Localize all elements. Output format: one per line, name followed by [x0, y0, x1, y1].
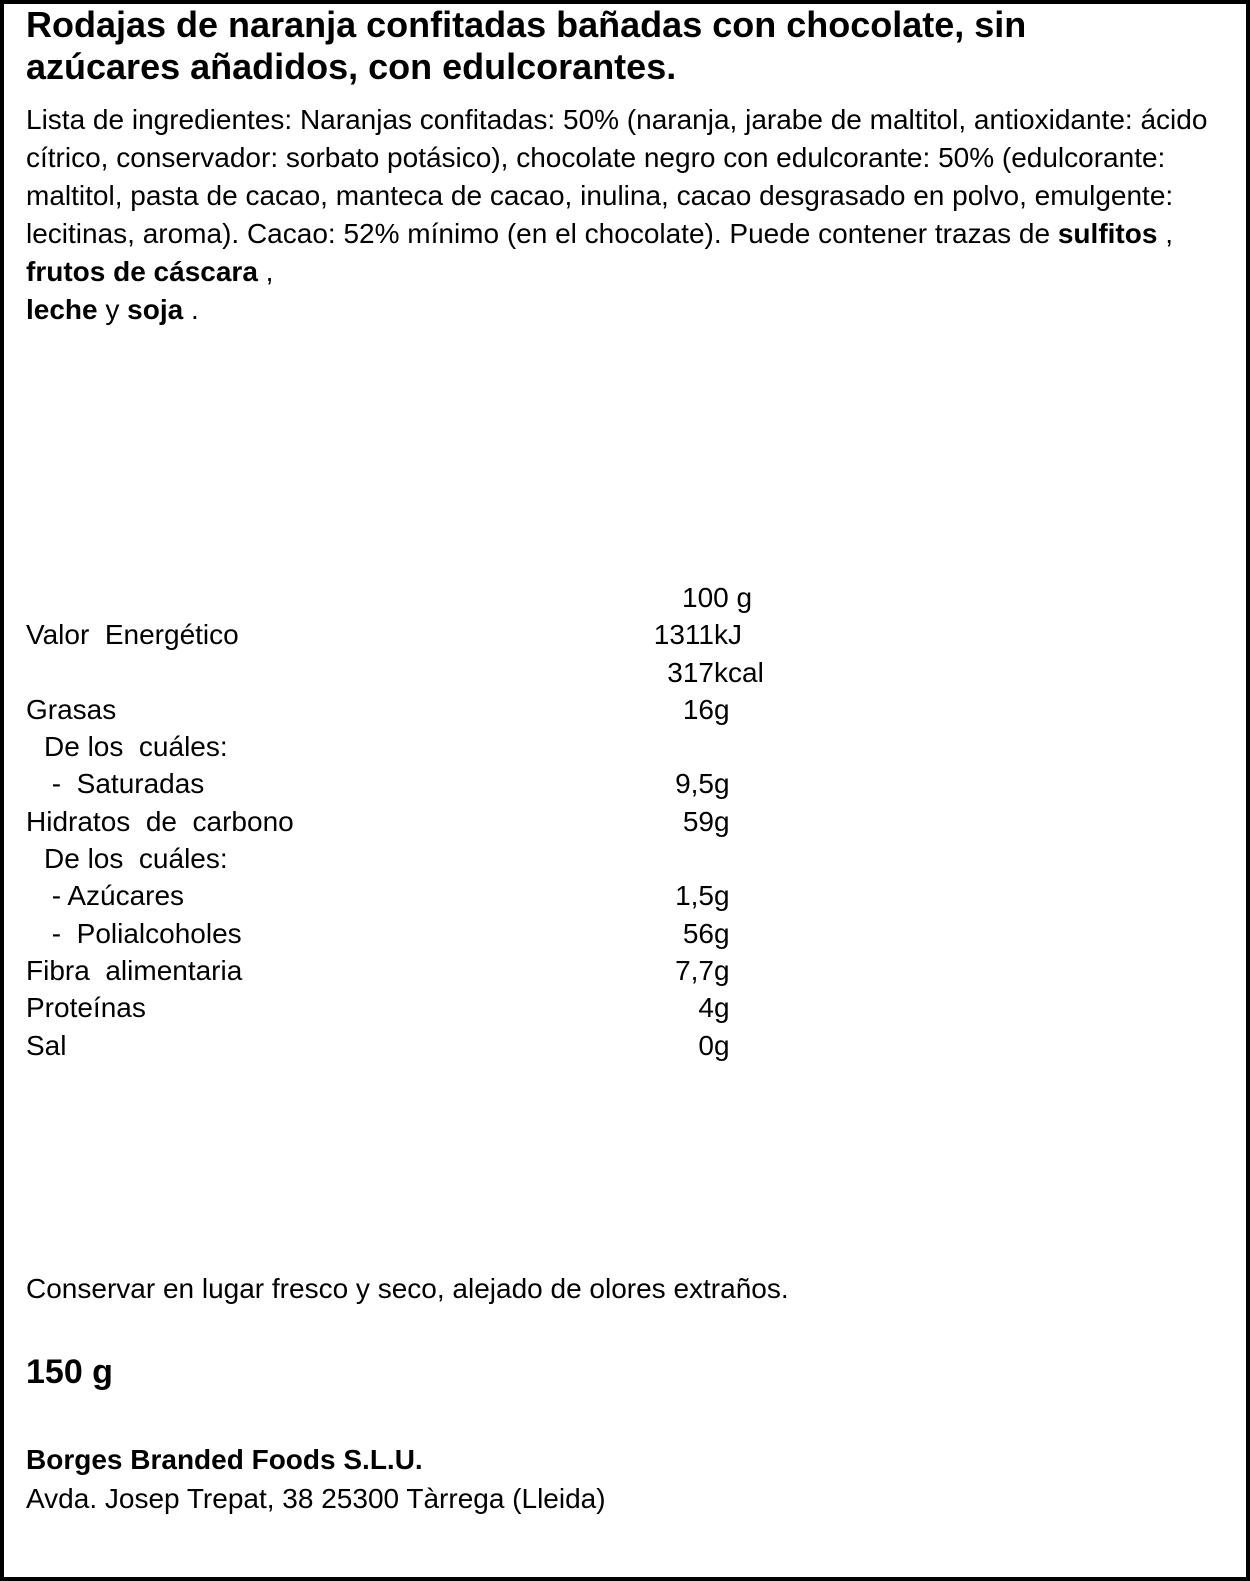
nutrient-label: De los cuáles: [44, 731, 228, 763]
allergen-frutos-de-cascara: frutos de cáscara [26, 256, 258, 287]
nutrition-row [26, 616, 926, 653]
product-title-line-1: Rodajas de naranja confitadas bañadas con chocolate, sin [26, 4, 1027, 45]
nutrition-row [26, 728, 926, 765]
allergen-separator: y [97, 294, 128, 325]
nutrient-unit: g [714, 917, 730, 949]
nutrition-row [26, 877, 926, 914]
nutrient-value: 4 [698, 992, 714, 1024]
nutrient-label: Valor Energético [26, 619, 239, 651]
nutrient-value: 0 [698, 1029, 714, 1061]
nutrient-label: Proteínas [26, 992, 146, 1024]
nutrient-value: 56 [682, 917, 714, 949]
nutrient-value: 16 [682, 693, 714, 725]
nutrition-row [26, 989, 926, 1026]
ingredients-end: . [183, 294, 199, 325]
nutrient-label: Fibra alimentaria [26, 954, 243, 986]
nutrient-label: De los cuáles: [44, 843, 228, 875]
product-title-line-2: azúcares añadidos, con edulcorantes. [26, 46, 677, 87]
nutrient-unit: g [714, 693, 730, 725]
nutrition-rows [26, 616, 926, 1064]
nutrient-unit: g [714, 768, 730, 800]
storage-instructions: Conservar en lugar fresco y seco, alejado de olores extraños. [26, 1273, 789, 1304]
nutrition-row [26, 765, 926, 802]
nutrient-label: - Polialcoholes [44, 917, 242, 949]
ingredients-text: Lista de ingredientes: Naranjas confitadas: 50% (naranja, jarabe de maltitol, antioxidante: ácido cítrico, conservador: sorbato potásico), chocolate negro con edulcorante: 50% (edulcorante: maltitol, pasta de cacao, manteca de cacao, inulina, cacao desgrasado en polvo, emulgente: lecitinas, aroma). Cacao: 52% mínimo (en el chocolate). Puede contener trazas de [26, 104, 1208, 249]
nutrient-unit: g [714, 1029, 730, 1061]
allergen-leche: leche [26, 294, 98, 325]
nutrition-table [26, 579, 926, 1064]
nutrition-row [26, 915, 926, 952]
nutrient-label: - Azúcares [44, 880, 185, 912]
nutrition-header-per-100g: 100 g [682, 582, 753, 613]
product-title [26, 4, 1226, 88]
nutrient-unit: g [714, 880, 730, 912]
nutrient-unit: kJ [714, 619, 742, 651]
allergen-separator: , [257, 256, 274, 287]
nutrient-value: 1311 [653, 619, 714, 651]
nutrient-value: 9,5 [675, 768, 714, 800]
nutrient-value: 317 [667, 656, 714, 688]
nutrient-value: 59 [682, 805, 714, 837]
nutrition-row [26, 654, 926, 691]
nutrient-unit: g [714, 954, 730, 986]
nutrition-row [26, 803, 926, 840]
nutrition-row [26, 952, 926, 989]
nutrient-label: Hidratos de carbono [26, 805, 294, 837]
allergen-soja: soja [127, 294, 184, 325]
company-address: Avda. Josep Trepat, 38 25300 Tàrrega (Lleida) [26, 1483, 606, 1514]
nutrient-unit: kcal [714, 656, 764, 688]
company-name: Borges Branded Foods S.L.U. [26, 1444, 423, 1475]
allergen-sulfitos: sulfitos [1057, 218, 1158, 249]
net-weight: 150 g [26, 1353, 113, 1391]
nutrition-row [26, 1027, 926, 1064]
nutrient-label: Sal [26, 1029, 67, 1061]
nutrient-value: 1,5 [675, 880, 714, 912]
nutrition-row [26, 840, 926, 877]
nutrition-row [26, 691, 926, 728]
nutrient-value: 7,7 [675, 954, 714, 986]
nutrient-unit: g [714, 805, 730, 837]
ingredients-list [26, 101, 1226, 329]
nutrition-header-row [26, 579, 926, 616]
nutrient-label: - Saturadas [44, 768, 205, 800]
nutrient-label: Grasas [26, 693, 117, 725]
nutrient-unit: g [714, 992, 730, 1024]
allergen-separator: , [1157, 218, 1173, 249]
